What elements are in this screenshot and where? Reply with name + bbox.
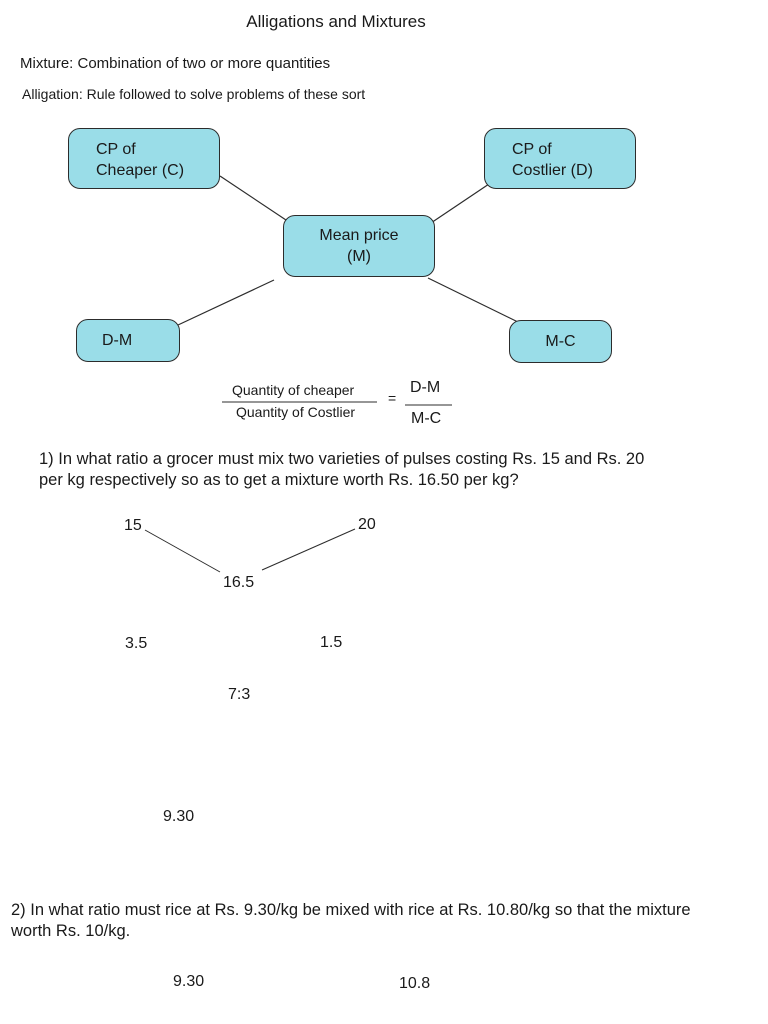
d-minus-m-box: [76, 319, 180, 362]
m-minus-c-label: M-C: [545, 333, 576, 350]
page-title: Alligations and Mixtures: [246, 12, 426, 31]
mean-price-box: [283, 215, 435, 277]
formula-right-numerator: D-M: [410, 379, 441, 396]
m-minus-c-box: [509, 320, 612, 363]
mean-price-line1: Mean price: [319, 227, 399, 244]
line-mean-to-mc: [428, 278, 520, 323]
cp-cheaper-box: [68, 128, 220, 189]
line-mean-to-dm: [178, 280, 274, 325]
alligation-definition: Alligation: Rule followed to solve problems of these sort: [22, 86, 366, 102]
q1-cheaper-price: 15: [124, 517, 142, 534]
cp-cheaper-line1: CP of: [96, 141, 136, 158]
q1-ratio-answer: 7:3: [228, 686, 251, 703]
q2-cheaper-price: 9.30: [173, 973, 205, 990]
q1-line-15-to-mean: [145, 530, 220, 572]
cp-cheaper-line2: Cheaper (C): [96, 162, 185, 179]
d-minus-m-label: D-M: [102, 332, 133, 349]
mixture-definition: Mixture: Combination of two or more quantities: [20, 55, 331, 72]
cp-costlier-line2: Costlier (D): [512, 162, 593, 179]
q1-left-difference: 3.5: [125, 635, 148, 652]
cp-costlier-line1: CP of: [512, 141, 552, 158]
q1-mean-price: 16.5: [223, 574, 255, 591]
question-2-text: 2) In what ratio must rice at Rs. 9.30/kg be mixed with rice at Rs. 10.80/kg so that the mixture worth Rs. 10/kg.: [11, 901, 691, 940]
formula-right-denominator: M-C: [411, 410, 442, 427]
q1-right-difference: 1.5: [320, 634, 343, 651]
stray-value: 9.30: [163, 808, 195, 825]
q1-costlier-price: 20: [358, 516, 376, 533]
formula-left-numerator: Quantity of cheaper: [232, 382, 355, 398]
formula-equals-sign: =: [388, 390, 397, 406]
q1-line-20-to-mean: [262, 529, 355, 570]
question-1-text: 1) In what ratio a grocer must mix two varieties of pulses costing Rs. 15 and Rs. 20 per kg respectively so as to get a mixture worth Rs. 16.50 per kg?: [39, 450, 645, 489]
line-cheaper-to-mean: [220, 176, 295, 226]
formula-left-denominator: Quantity of Costlier: [236, 404, 356, 420]
cp-costlier-box: [484, 128, 636, 189]
q2-costlier-price: 10.8: [399, 975, 431, 992]
mean-price-line2: (M): [347, 248, 371, 265]
